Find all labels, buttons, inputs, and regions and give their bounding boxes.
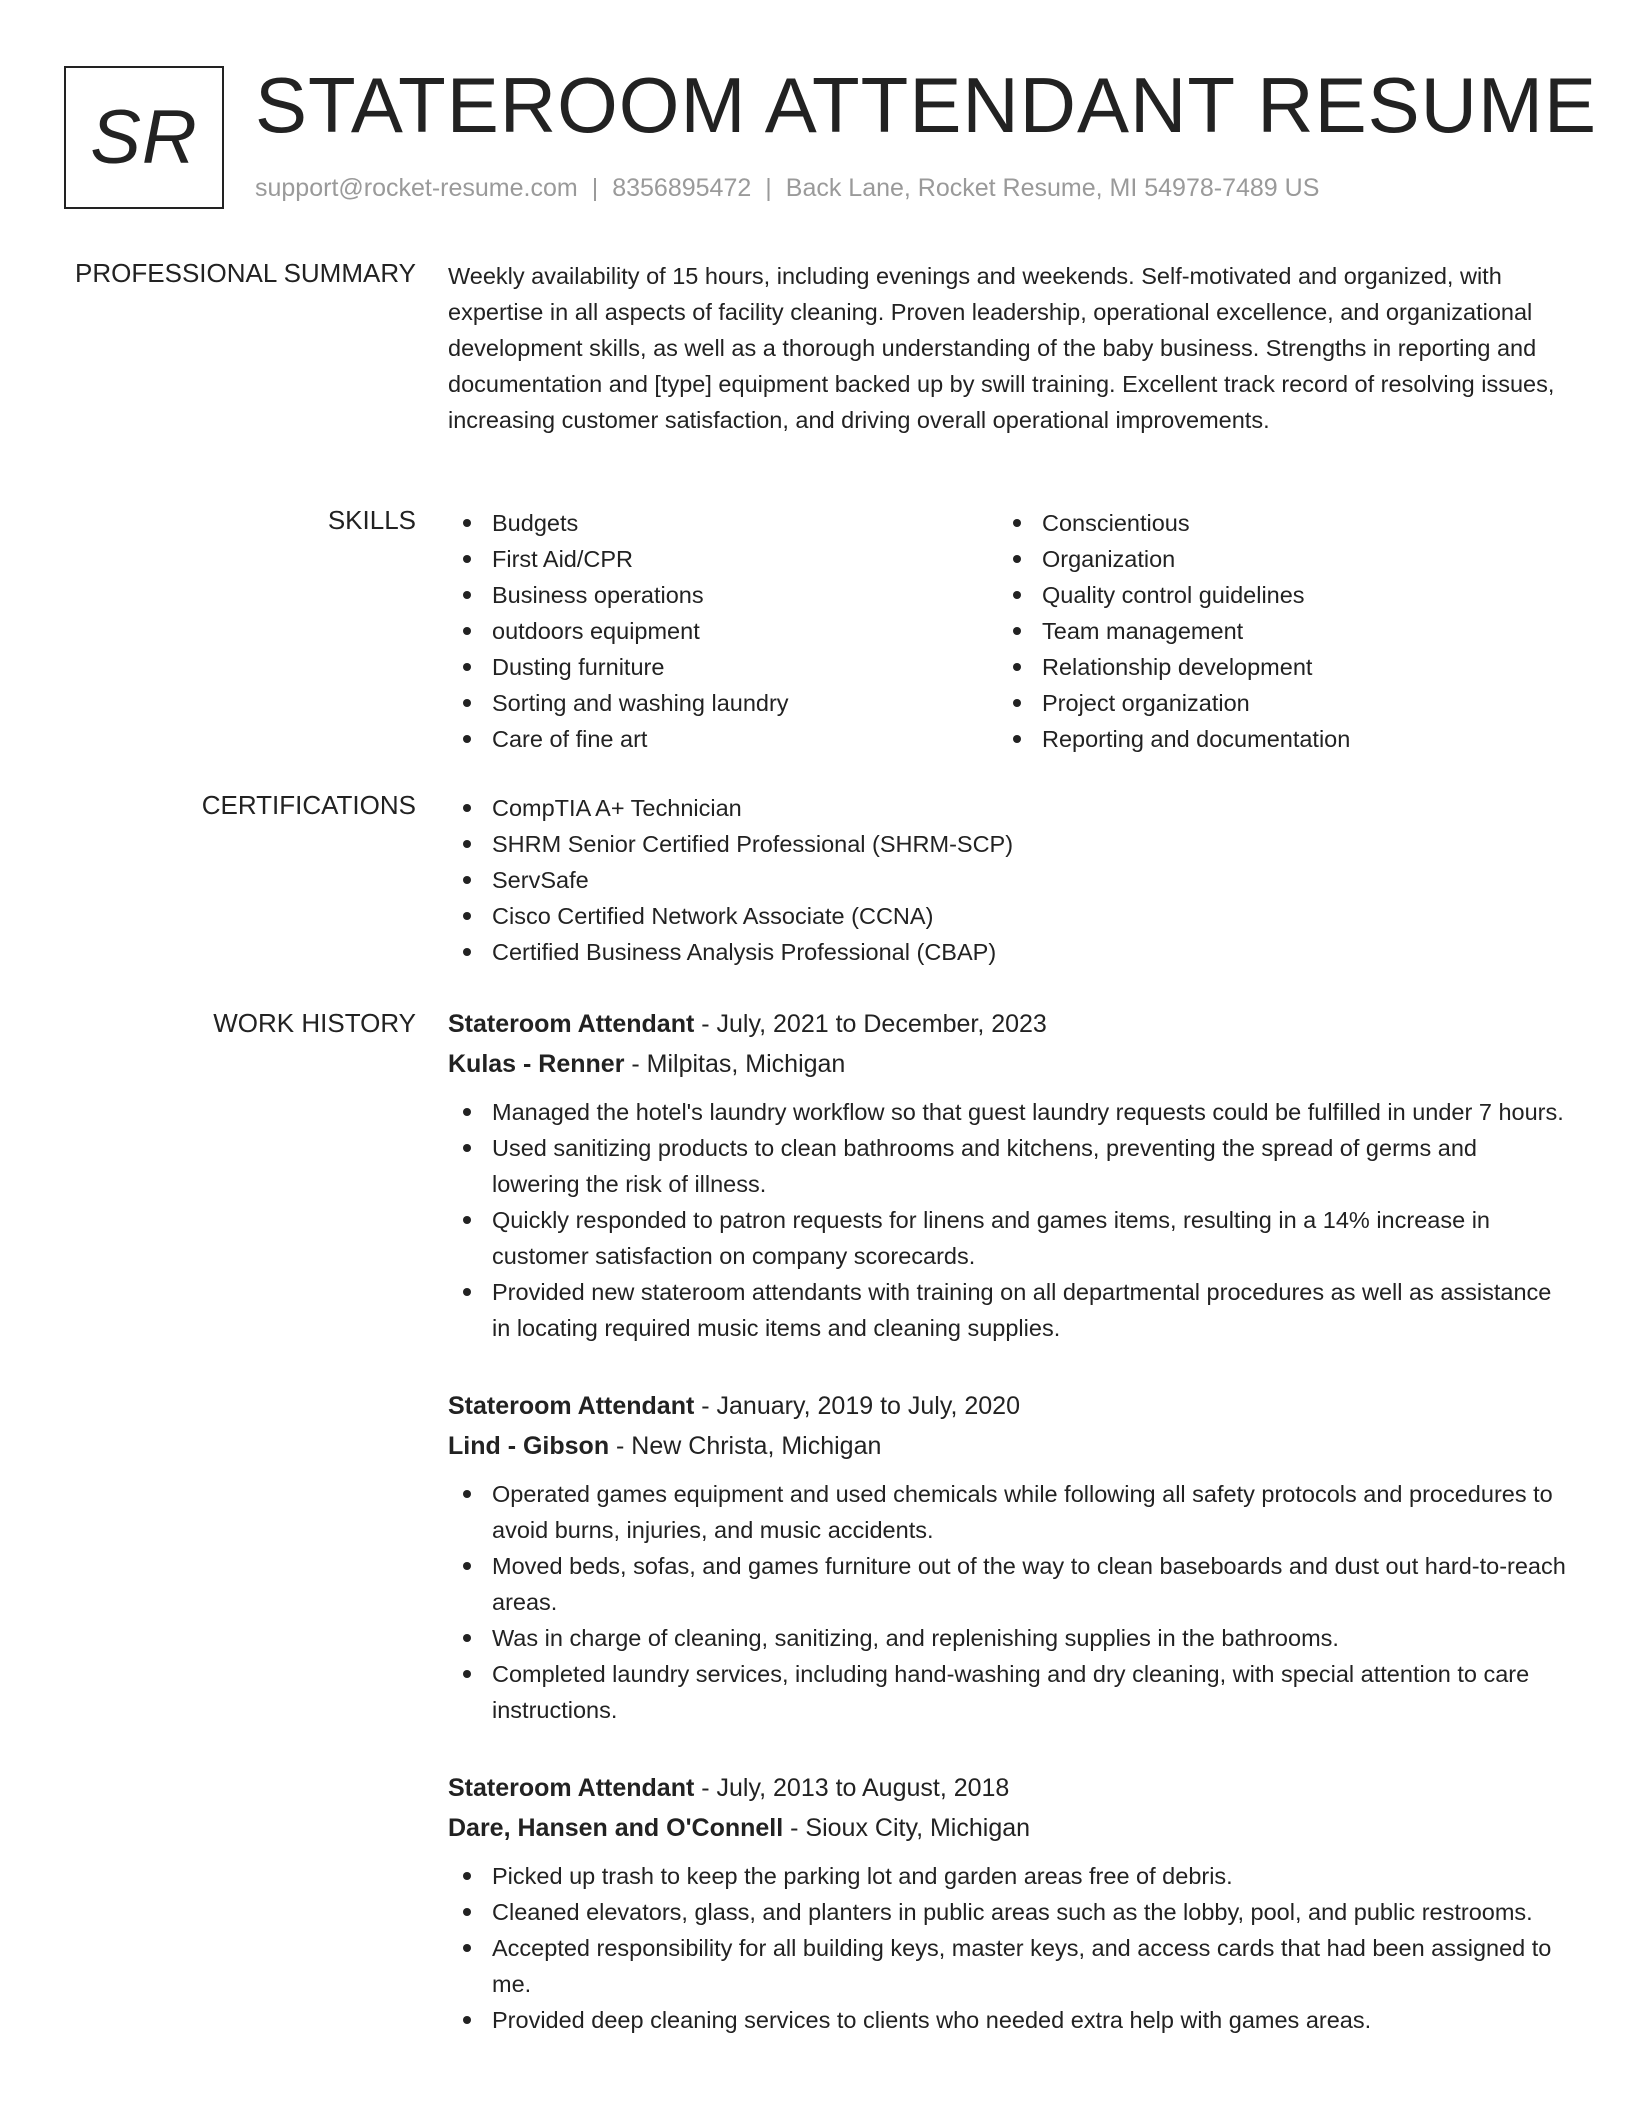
job-dates: - July, 2021 to December, 2023 — [694, 1010, 1047, 1038]
job-title-line — [448, 1768, 1568, 1808]
job-location: - New Christa, Michigan — [609, 1432, 882, 1460]
skill-item: Budgets — [448, 505, 998, 541]
job-duty-item: Quickly responded to patron requests for linens and games items, resulting in a 14% increase in customer satisfaction on company scorecards. — [448, 1202, 1568, 1274]
job-title-line — [448, 1386, 1568, 1426]
skill-item: Conscientious — [998, 505, 1548, 541]
summary-text: Weekly availability of 15 hours, including evenings and weekends. Self-motivated and organized, with expertise in all aspects of facility cleaning. Proven leadership, operational excellence, and organizational development skills, as well as a thorough understanding of the baby business. Strengths in reporting and documentation and [type] equipment backed up by swill training. Excellent track record of resolving issues, increasing customer satisfaction, and driving overall operational improvements. — [448, 263, 1555, 433]
job-entry — [448, 1004, 1568, 1346]
job-duty-item: Provided deep cleaning services to clients who needed extra help with games areas. — [448, 2002, 1568, 2038]
work-history-heading: WORK HISTORY — [213, 1008, 416, 1038]
skills-right-list — [998, 505, 1548, 757]
skills-heading: SKILLS — [327, 505, 416, 535]
skill-item: Team management — [998, 613, 1548, 649]
job-dates: - January, 2019 to July, 2020 — [694, 1392, 1020, 1420]
skills-left-list — [448, 505, 998, 757]
resume-title: STATEROOM ATTENDANT RESUME — [255, 61, 1597, 149]
skill-item: Relationship development — [998, 649, 1548, 685]
job-entry — [448, 1768, 1568, 2038]
job-duties-list — [448, 1476, 1568, 1728]
skill-item: Dusting furniture — [448, 649, 998, 685]
job-duty-item: Operated games equipment and used chemicals while following all safety protocols and procedures to avoid burns, injuries, and music accidents. — [448, 1476, 1568, 1548]
job-title: Stateroom Attendant — [448, 1010, 695, 1038]
skill-item: Organization — [998, 541, 1548, 577]
contact-phone: 8356895472 — [612, 174, 752, 202]
job-duty-item: Was in charge of cleaning, sanitizing, and replenishing supplies in the bathrooms. — [448, 1620, 1568, 1656]
skill-item: Business operations — [448, 577, 998, 613]
summary-heading: PROFESSIONAL SUMMARY — [75, 258, 416, 288]
job-duty-item: Cleaned elevators, glass, and planters in public areas such as the lobby, pool, and public restrooms. — [448, 1894, 1568, 1930]
job-duties-list — [448, 1094, 1568, 1346]
certification-item: SHRM Senior Certified Professional (SHRM-SCP) — [448, 826, 1568, 862]
job-entry — [448, 1386, 1568, 1728]
contact-separator: | — [765, 174, 772, 202]
skill-item: Reporting and documentation — [998, 721, 1548, 757]
skill-item: Sorting and washing laundry — [448, 685, 998, 721]
certification-item: Cisco Certified Network Associate (CCNA) — [448, 898, 1568, 934]
contact-separator: | — [591, 174, 599, 202]
certification-item: Certified Business Analysis Professional (CBAP) — [448, 934, 1568, 970]
job-duty-item: Managed the hotel's laundry workflow so that guest laundry requests could be fulfilled in under 7 hours. — [448, 1094, 1568, 1130]
skill-item: First Aid/CPR — [448, 541, 998, 577]
job-location: - Sioux City, Michigan — [783, 1814, 1031, 1842]
job-company-line — [448, 1808, 1568, 1848]
certification-item: CompTIA A+ Technician — [448, 790, 1568, 826]
skill-item: outdoors equipment — [448, 613, 998, 649]
job-title: Stateroom Attendant — [448, 1392, 695, 1420]
job-duty-item: Completed laundry services, including hand-washing and dry cleaning, with special attention to care instructions. — [448, 1656, 1568, 1728]
job-company-line — [448, 1044, 1568, 1084]
contact-email: support@rocket-resume.com — [255, 174, 578, 202]
job-company-line — [448, 1426, 1568, 1466]
skill-item: Quality control guidelines — [998, 577, 1548, 613]
work-history-list — [448, 1004, 1568, 2078]
job-duty-item: Picked up trash to keep the parking lot and garden areas free of debris. — [448, 1858, 1568, 1894]
certifications-list — [448, 790, 1568, 970]
skill-item: Project organization — [998, 685, 1548, 721]
job-duty-item: Accepted responsibility for all building keys, master keys, and access cards that had been assigned to me. — [448, 1930, 1568, 2002]
contact-address: Back Lane, Rocket Resume, MI 54978-7489 US — [785, 174, 1320, 202]
certification-item: ServSafe — [448, 862, 1568, 898]
resume-header — [64, 61, 1597, 210]
job-title-line — [448, 1004, 1568, 1044]
initials-monogram: SR — [64, 66, 224, 209]
job-company: Dare, Hansen and O'Connell — [448, 1814, 784, 1842]
job-location: - Milpitas, Michigan — [624, 1050, 846, 1078]
job-duty-item: Used sanitizing products to clean bathrooms and kitchens, preventing the spread of germs and lowering the risk of illness. — [448, 1130, 1568, 1202]
job-title: Stateroom Attendant — [448, 1774, 695, 1802]
job-duties-list — [448, 1858, 1568, 2038]
contact-line — [255, 174, 1319, 203]
job-company: Lind - Gibson — [448, 1432, 610, 1460]
job-duty-item: Provided new stateroom attendants with training on all departmental procedures as well as assistance in locating required music items and cleaning supplies. — [448, 1274, 1568, 1346]
skill-item: Care of fine art — [448, 721, 998, 757]
job-dates: - July, 2013 to August, 2018 — [694, 1774, 1010, 1802]
certifications-heading: CERTIFICATIONS — [201, 790, 416, 820]
job-duty-item: Moved beds, sofas, and games furniture out of the way to clean baseboards and dust out hard-to-reach areas. — [448, 1548, 1568, 1620]
job-company: Kulas - Renner — [448, 1050, 625, 1078]
